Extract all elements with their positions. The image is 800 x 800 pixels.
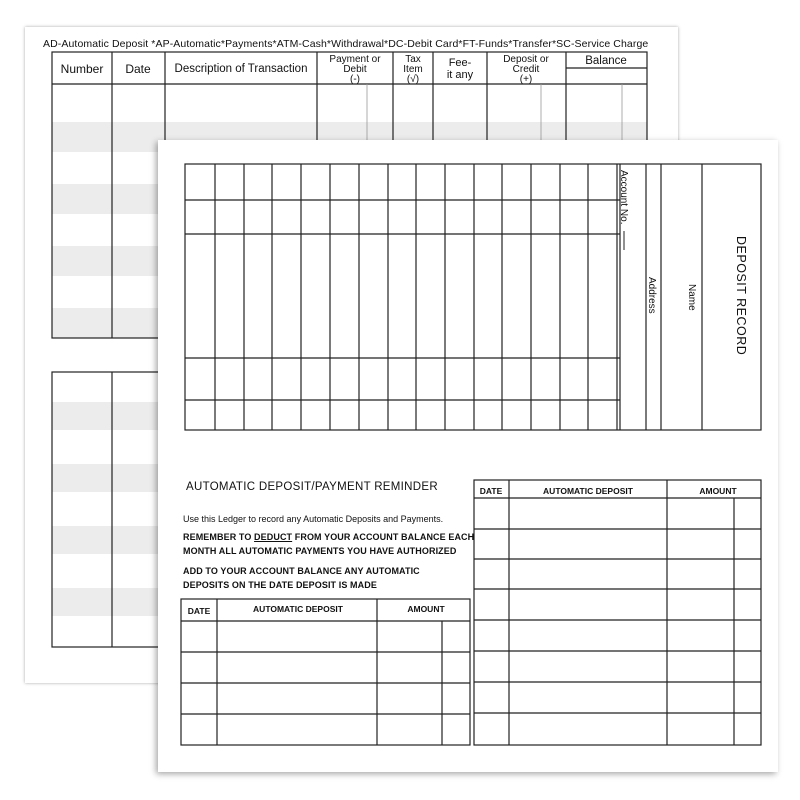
remember-prefix: REMEMBER TO — [183, 532, 255, 542]
header-payment-line1: Payment or — [329, 54, 381, 65]
header-deposit-line2: Credit — [512, 64, 540, 75]
header-number: Number — [60, 62, 104, 76]
deposit-record-page — [158, 140, 778, 772]
reminder-title: AUTOMATIC DEPOSIT/PAYMENT REMINDER — [186, 481, 438, 493]
header-date: Date — [125, 62, 151, 76]
header-payment-line3: (-) — [350, 74, 360, 85]
add-balance-line2: DEPOSITS ON THE DATE DEPOSIT IS MADE — [183, 580, 377, 590]
name-label: Name — [686, 284, 697, 311]
right-ledger-deposit-header: AUTOMATIC DEPOSIT — [543, 486, 633, 496]
left-ledger-date-header: DATE — [187, 606, 211, 616]
remember-deduct-line1 — [183, 532, 474, 542]
transaction-code-legend: AD-Automatic Deposit *AP-Automatic*Payments*ATM-Cash*Withdrawal*DC-Debit Card*FT-Funds*Transfer*SC-Service Charge — [43, 38, 649, 50]
add-balance-line1: ADD TO YOUR ACCOUNT BALANCE ANY AUTOMATIC — [183, 566, 420, 576]
right-ledger-table — [474, 480, 761, 745]
header-tax-line1: Tax — [405, 54, 421, 65]
deposit-record-grid — [158, 140, 778, 772]
left-ledger-deposit-header: AUTOMATIC DEPOSIT — [253, 604, 343, 614]
right-ledger-date-header: DATE — [479, 486, 503, 496]
left-ledger-amount-header: AMOUNT — [407, 604, 445, 614]
remember-deduct-line2: MONTH ALL AUTOMATIC PAYMENTS YOU HAVE AUTHORIZED — [183, 546, 457, 556]
header-fee-line2: it any — [446, 69, 474, 81]
header-description: Description of Transaction — [174, 63, 308, 75]
header-balance: Balance — [585, 55, 627, 67]
header-deposit-line1: Deposit or — [503, 54, 549, 65]
account-number-label: Account No. — [618, 170, 629, 225]
deduct-emphasis: DEDUCT — [254, 532, 293, 542]
header-fee-line1: Fee- — [448, 57, 472, 69]
right-ledger-amount-header: AMOUNT — [699, 486, 737, 496]
header-deposit-line3: (+) — [519, 74, 533, 85]
reminder-instruction: Use this Ledger to record any Automatic Deposits and Payments. — [183, 514, 444, 524]
remember-suffix: FROM YOUR ACCOUNT BALANCE EACH — [292, 532, 475, 542]
header-tax-line2: Item — [403, 64, 423, 75]
address-label: Address — [646, 277, 657, 314]
header-tax-line3: (√) — [406, 74, 420, 85]
header-payment-line2: Debit — [343, 64, 367, 75]
deposit-record-title: DEPOSIT RECORD — [734, 236, 748, 356]
left-ledger-table — [181, 599, 470, 745]
